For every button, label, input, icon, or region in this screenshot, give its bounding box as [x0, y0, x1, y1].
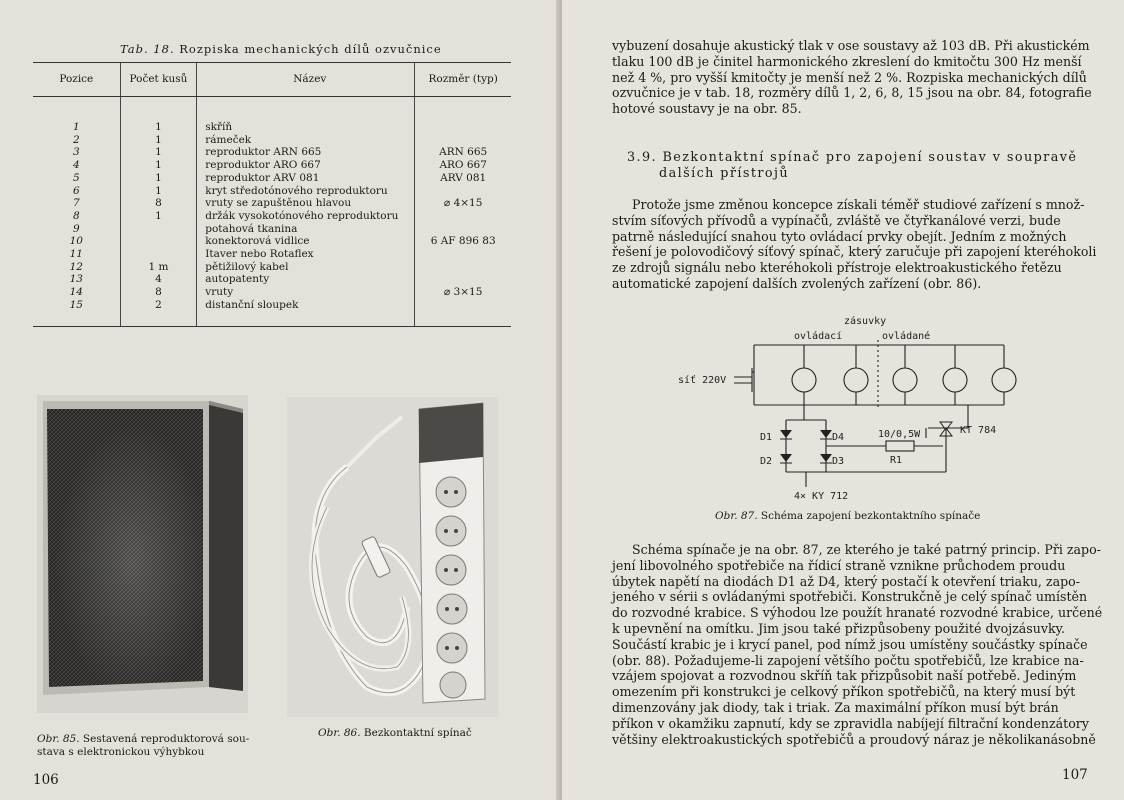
cell-position: 8	[72, 209, 80, 222]
text-line: dimenzovány jak diody, tak i triak. Za maximální příkon musí být brán	[612, 699, 1059, 715]
cell-position: 4	[72, 159, 80, 172]
table-row	[33, 210, 511, 223]
text-line: stvím síťových přívodů a vypínačů, zvláště ve čtyřkanálové verzi, bude	[612, 212, 1061, 228]
table-row	[33, 97, 511, 134]
cell-position: 15	[33, 299, 120, 326]
page-number-right: 107	[1062, 767, 1088, 783]
text-line: automatické zapojení dalších zvolených zařízení (obr. 86).	[612, 275, 982, 291]
cell-count: 1	[120, 172, 197, 185]
cell-name: reproduktor ARV 081	[197, 172, 415, 185]
cell-count: 1	[120, 134, 197, 147]
figure-85-line1: Sestavená reproduktorová sou-	[82, 733, 250, 745]
cell-count	[120, 235, 197, 248]
parts-table	[33, 62, 511, 327]
text-line: hotové soustavy je na obr. 85.	[612, 101, 802, 117]
cell-position: 2	[72, 133, 80, 146]
label-mains: síť 220V	[678, 375, 727, 386]
cell-name: potahová tkanina	[197, 223, 415, 236]
cell-position: 10	[69, 235, 83, 248]
label-d3: D3	[832, 456, 845, 467]
figure-86-label: Obr. 86.	[318, 727, 361, 739]
text-line: k upevnění na omítku. Jim jsou také přizpůsobeny použité dvojzásuvky.	[612, 620, 1066, 636]
power-strip-photo	[287, 397, 499, 717]
cell-count	[120, 248, 197, 261]
figure-87-label: Obr. 87.	[715, 510, 758, 522]
cell-name: vruty se zapuštěnou hlavou	[197, 197, 415, 210]
text-line: omezením při konstrukci je celkový příkon spotřebičů, na který musí být	[612, 684, 1076, 700]
label-d1: D1	[760, 432, 773, 443]
table-row	[33, 273, 511, 286]
cell-dimension	[415, 97, 511, 134]
cell-count: 1	[120, 210, 197, 223]
cell-count: 1	[120, 159, 197, 172]
figure-85-caption	[37, 733, 272, 759]
speaker-cabinet-photo	[37, 395, 248, 713]
cell-position: 13	[69, 273, 83, 286]
label-ovladane: ovládané	[882, 331, 931, 342]
cell-dimension	[415, 223, 511, 236]
label-zasuvky: zásuvky	[844, 316, 887, 327]
cell-name: reproduktor ARN 665	[197, 146, 415, 159]
text-line: tlaku 100 dB je činitel harmonického zkreslení do kmitočtu 300 Hz menší	[612, 53, 1082, 69]
header-name: Název	[197, 63, 415, 97]
text-line: většiny elektroakustických spotřebičů a proudový náraz je několikanásobně	[612, 731, 1096, 747]
text-line: (obr. 88). Požadujeme-li zapojení většího počtu spotřebičů, lze krabice na-	[612, 652, 1084, 668]
text-line: řešení je polovodičový síťový spínač, který zaručuje při zapojení kteréhokoli	[612, 244, 1097, 260]
cell-dimension: ARO 667	[415, 159, 511, 172]
table-row	[33, 172, 511, 185]
cell-position: 3	[72, 146, 80, 159]
cell-name: vruty	[197, 286, 415, 299]
left-page	[0, 0, 560, 800]
cell-dimension	[415, 210, 511, 223]
table-row	[33, 235, 511, 248]
section-heading-line1: 3.9. Bezkontaktní spínač pro zapojení soustav v soupravě	[627, 150, 1078, 165]
text-line: Schéma spínače je na obr. 87, ze kterého je také patrný princip. Při zapo-	[632, 542, 1101, 557]
table-caption	[120, 42, 442, 56]
cell-dimension	[415, 273, 511, 286]
cell-count: 1	[120, 146, 197, 159]
cell-position: 9	[72, 222, 80, 235]
cell-count: 1 m	[120, 261, 197, 274]
text-line: vzájem spojovat a rozvodnou skříň tak přizpůsobit naší potřebě. Jediným	[612, 668, 1077, 684]
text-line: Protože jsme změnou koncepce získali téměř studiové zařízení s množ-	[632, 197, 1085, 212]
body-paragraph-1	[612, 197, 1097, 292]
text-line: jení libovolného spotřebiče na řídicí straně vznikne průchodem proudu	[612, 557, 1066, 573]
cell-position: 14	[69, 286, 83, 299]
cell-count: 4	[120, 273, 197, 286]
text-line: ozvučnice je v tab. 18, rozměry dílů 1, 2, 6, 8, 15 jsou na obr. 84, fotografie	[612, 85, 1092, 101]
cell-name: rámeček	[197, 134, 415, 147]
cell-dimension: ⌀ 4×15	[415, 197, 511, 210]
intro-paragraph	[612, 38, 1090, 117]
text-line: do rozvodné krabice. S výhodou lze použít hranaté rozvodné krabice, určené	[612, 605, 1103, 621]
cell-position: 1	[72, 121, 80, 133]
text-line: jeného v sérii s ovládanými spotřebiči. Konstrukčně je celý spínač umístěn	[612, 589, 1088, 605]
text-line: patrně následující snahou tyto ovládací prvky obejít. Jedním z možných	[612, 228, 1067, 244]
label-d2: D2	[760, 456, 773, 467]
figure-86-text: Bezkontaktní spínač	[363, 727, 472, 739]
cell-dimension: ARN 665	[415, 146, 511, 159]
label-resistor-value: 10/0,5W	[878, 429, 921, 440]
figure-85-line2: stava s elektronickou výhybkou	[37, 746, 205, 758]
text-line: vybuzení dosahuje akustický tlak v ose soustavy až 103 dB. Při akustickém	[612, 38, 1090, 53]
cell-count: 8	[120, 286, 197, 299]
table-row	[33, 134, 511, 147]
cell-name: skříň	[197, 97, 415, 134]
cell-name: reproduktor ARO 667	[197, 159, 415, 172]
header-count: Počet kusů	[120, 63, 197, 97]
cell-dimension	[415, 299, 511, 326]
cell-position: 6	[72, 184, 80, 197]
figure-86-caption	[318, 727, 472, 740]
cell-name: distanční sloupek	[197, 299, 415, 326]
table-row	[33, 146, 511, 159]
page-number-left: 106	[33, 772, 59, 788]
figure-87-text: Schéma zapojení bezkontaktního spínače	[760, 510, 981, 522]
cell-name: konektorová vidlice	[197, 235, 415, 248]
cell-dimension	[415, 134, 511, 147]
figure-85-label: Obr. 85.	[37, 733, 80, 745]
cell-name: pětižilový kabel	[197, 261, 415, 274]
cell-name: držák vysokotónového reproduktoru	[197, 210, 415, 223]
table-row	[33, 286, 511, 299]
cell-count	[120, 223, 197, 236]
table-row	[33, 248, 511, 261]
cell-count: 1	[120, 97, 197, 134]
cell-dimension	[415, 261, 511, 274]
cell-dimension	[415, 185, 511, 198]
header-dimension: Rozměr (typ)	[415, 63, 511, 97]
figure-87-caption	[715, 510, 980, 522]
cell-position: 11	[69, 248, 83, 261]
cell-dimension: 6 AF 896 83	[415, 235, 511, 248]
cell-dimension	[415, 248, 511, 261]
cell-count: 8	[120, 197, 197, 210]
table-row	[33, 261, 511, 274]
text-line: úbytek napětí na diodách D1 až D4, který postačí k otevření triaku, zapo-	[612, 573, 1080, 589]
label-triac: KT 784	[960, 425, 997, 436]
header-position: Pozice	[33, 63, 120, 97]
cell-position: 12	[69, 260, 83, 273]
cell-name: Itaver nebo Rotaflex	[197, 248, 415, 261]
body-paragraph-2	[612, 542, 1103, 747]
label-diodes: 4× KY 712	[794, 491, 849, 502]
cell-position: 5	[72, 171, 80, 184]
switch-schematic	[668, 312, 1028, 512]
table-row	[33, 159, 511, 172]
text-line: Součástí krabic je i krycí panel, pod nímž jsou umístěny součástky spínače	[612, 636, 1088, 652]
section-heading	[627, 150, 1077, 182]
cell-position: 7	[72, 197, 80, 210]
table-row	[33, 223, 511, 236]
table-header-row	[33, 63, 511, 97]
table-caption-label: Tab. 18.	[120, 42, 175, 56]
cell-name: kryt středotónového reproduktoru	[197, 185, 415, 198]
label-d4: D4	[832, 432, 845, 443]
table-row	[33, 185, 511, 198]
table-row	[33, 299, 511, 326]
cell-dimension: ⌀ 3×15	[415, 286, 511, 299]
label-r1: R1	[890, 455, 903, 466]
label-ovladaci: ovládací	[794, 331, 843, 342]
table-caption-text: Rozpiska mechanických dílů ozvučnice	[179, 42, 442, 56]
text-line: než 4 %, pro vyšší kmitočty je menší než 2 %. Rozpiska mechanických dílů	[612, 69, 1087, 85]
text-line: příkon v okamžiku zapnutí, kdy se zpravidla nabíjejí filtrační kondenzátory	[612, 715, 1089, 731]
section-heading-line2: dalších přístrojů	[659, 166, 789, 181]
text-line: ze zdrojů signálu nebo kteréhokoli přístroje elektroakustického řetězu	[612, 260, 1062, 276]
table-row	[33, 197, 511, 210]
table-body	[33, 97, 511, 327]
cell-dimension: ARV 081	[415, 172, 511, 185]
cell-name: autopatenty	[197, 273, 415, 286]
cell-count: 1	[120, 185, 197, 198]
cell-count: 2	[120, 299, 197, 326]
